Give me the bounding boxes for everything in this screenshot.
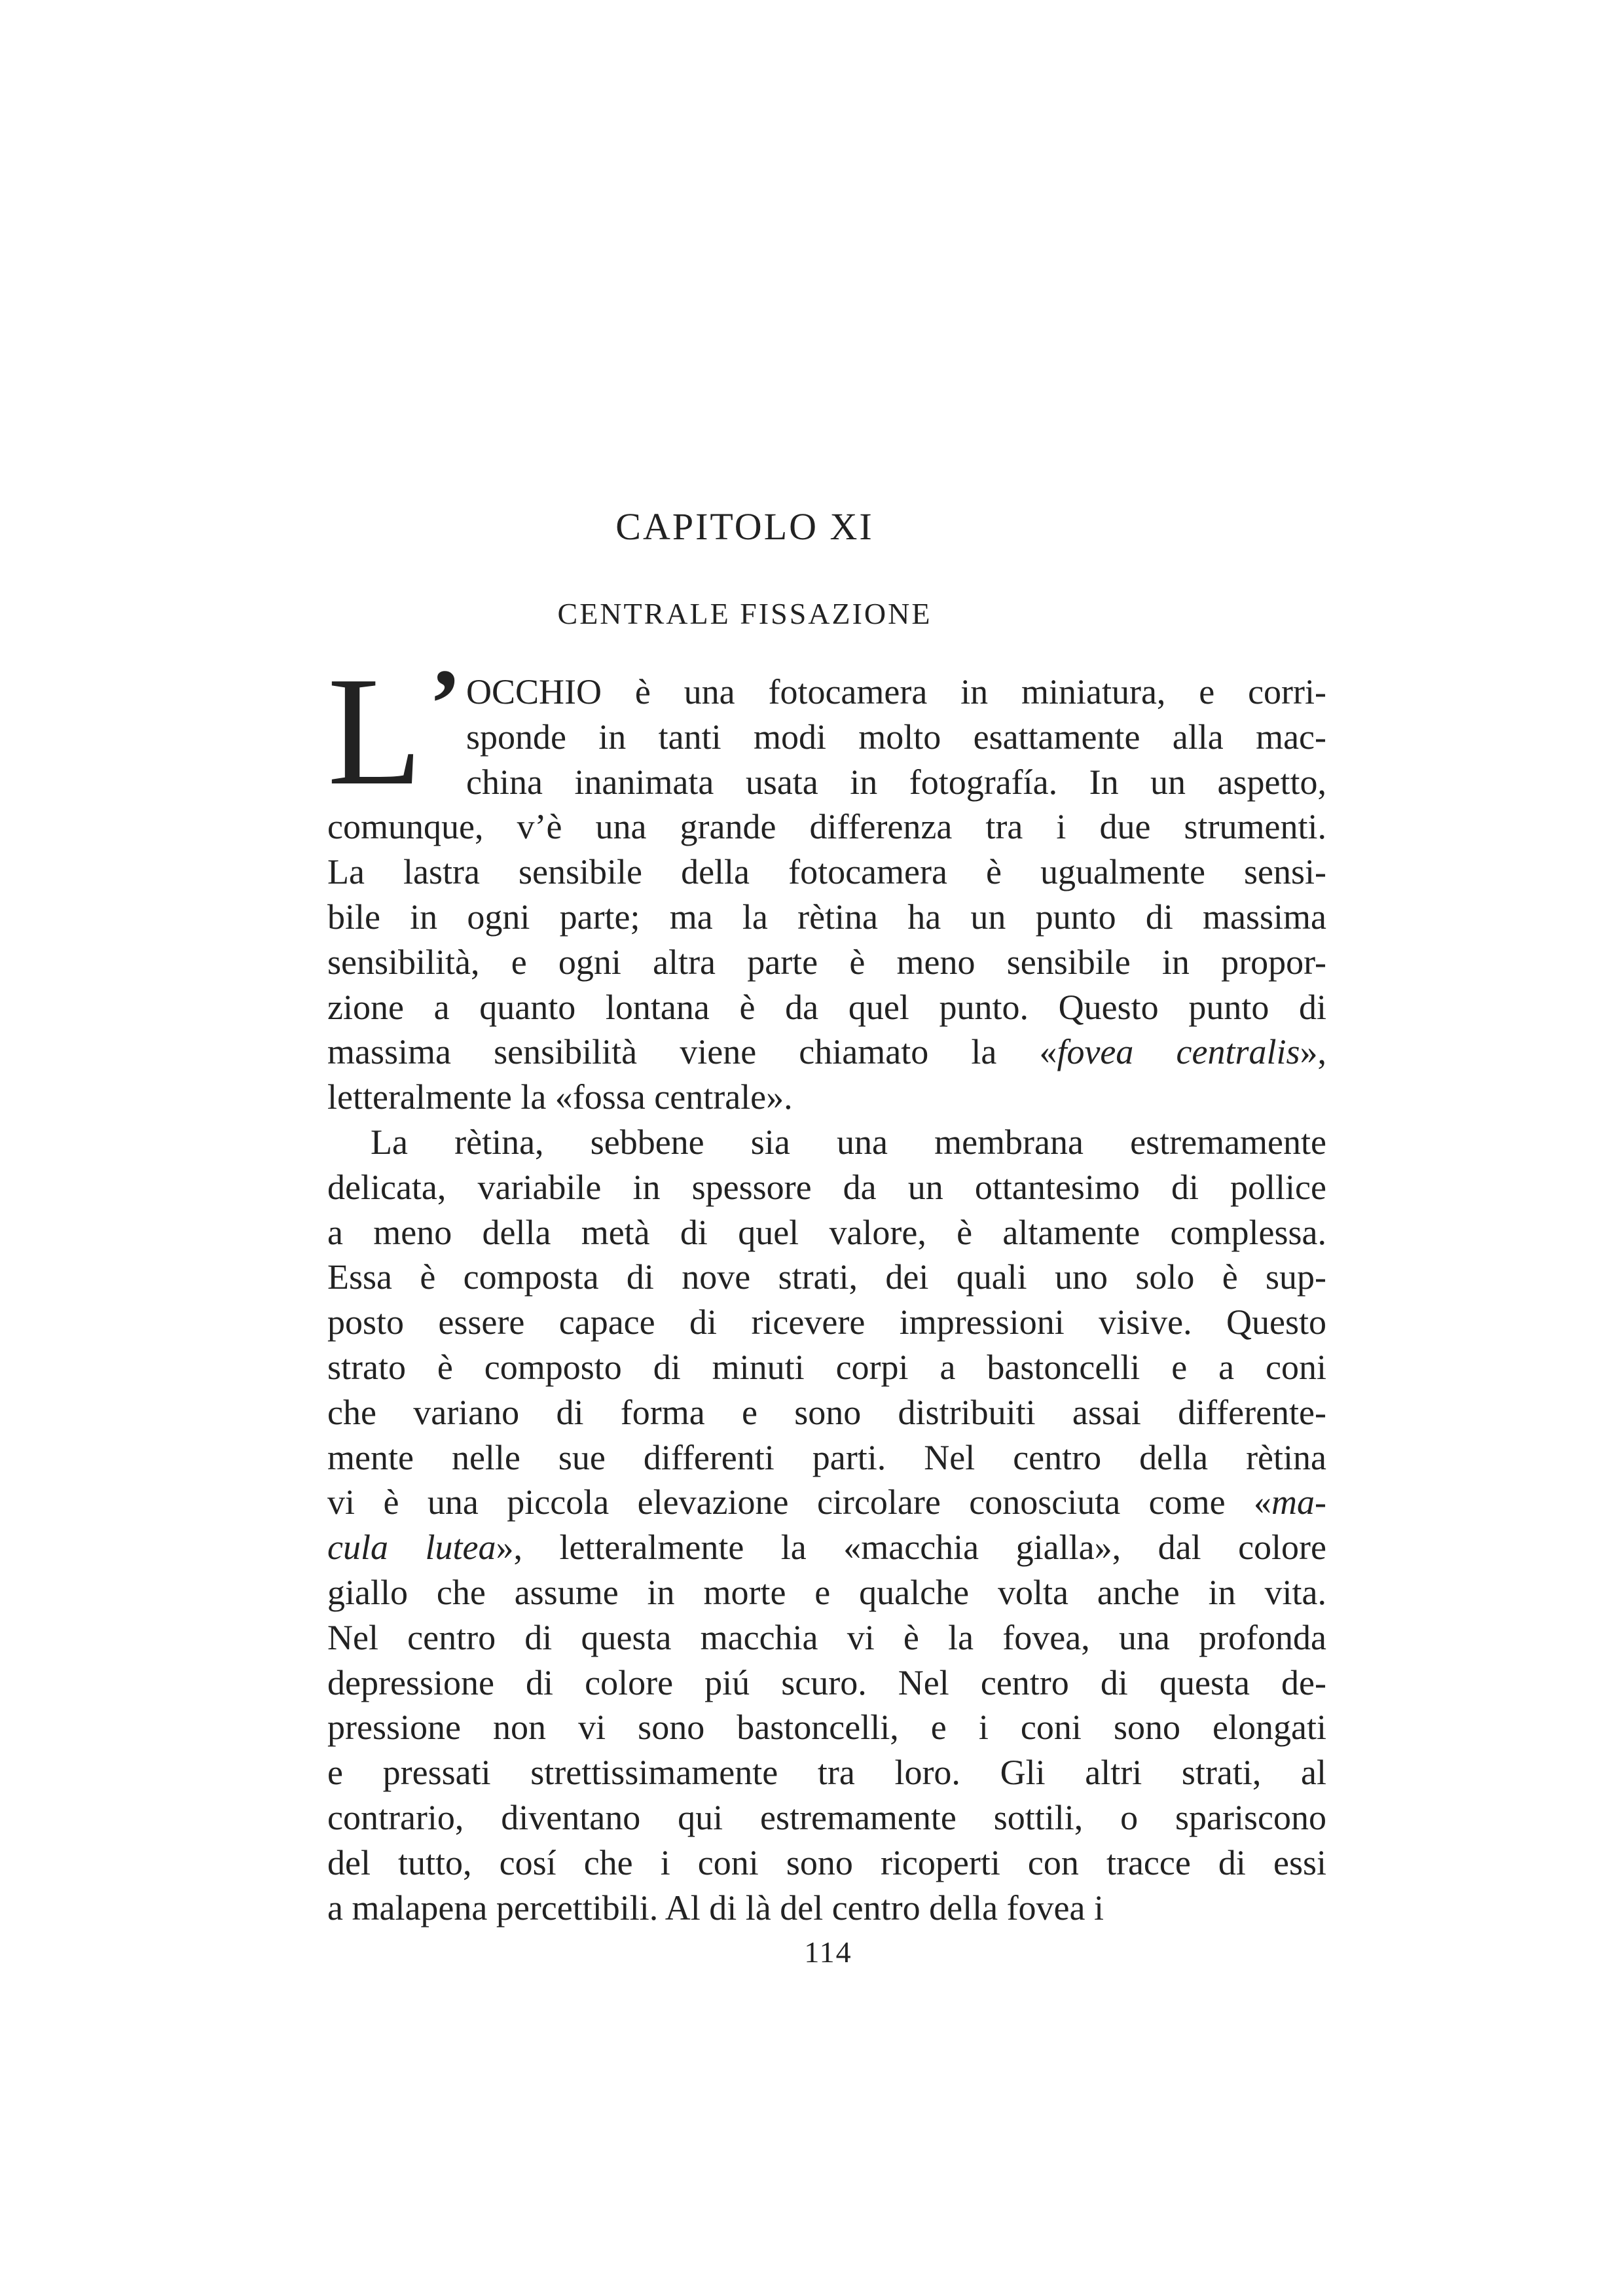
text-segment: Nel centro di questa macchia vi è la fovea, una profonda (327, 1617, 1326, 1657)
text-line (327, 1165, 1326, 1210)
text-segment: giallo che assume in morte e qualche volta anche in vita. (327, 1572, 1326, 1612)
text-line (327, 940, 1326, 985)
text-segment: », (1300, 1032, 1326, 1072)
text-segment: a malapena percettibili. Al di là del centro della fovea i (327, 1888, 1104, 1928)
text-line (327, 1660, 1326, 1706)
text-line (327, 1570, 1326, 1615)
text-line (327, 1300, 1326, 1345)
text-line (327, 1075, 1326, 1120)
text-line (327, 1615, 1326, 1660)
text-segment: sensibilità, e ogni altra parte è meno sensibile in propor- (327, 942, 1326, 982)
text-line (327, 1390, 1326, 1435)
text-line (327, 1705, 1326, 1750)
text-line (327, 895, 1326, 940)
text-line (327, 985, 1326, 1030)
text-segment: sponde in tanti modi molto esattamente alla mac- (466, 717, 1326, 757)
text-line (327, 1840, 1326, 1886)
text-segment: posto essere capace di ricevere impressioni visive. Questo (327, 1302, 1326, 1342)
text-line (327, 1795, 1326, 1840)
text-line (327, 1750, 1326, 1795)
text-segment: massima sensibilità viene chiamato la « (327, 1032, 1057, 1072)
text-segment: che variano di forma e sono distribuiti assai differente- (327, 1392, 1326, 1432)
page-number: 114 (804, 1935, 852, 1969)
text-line (327, 1886, 1326, 1931)
text-segment: », letteralmente la «macchia gialla», dal colore (496, 1528, 1326, 1568)
paragraph (327, 1120, 1326, 1930)
italic-term: fovea centralis (1057, 1032, 1300, 1072)
drop-cap-apostrophe: ’ (429, 649, 462, 758)
text-line (327, 1480, 1326, 1525)
text-segment: Essa è composta di nove strati, dei quali uno solo è sup- (327, 1257, 1326, 1297)
text-segment: zione a quanto lontana è da quel punto. Questo punto di (327, 987, 1326, 1027)
text-line (327, 670, 1326, 715)
text-line (327, 1525, 1326, 1570)
text-line (327, 1255, 1326, 1300)
text-segment: mente nelle sue differenti parti. Nel centro della rètina (327, 1437, 1326, 1477)
text-segment: strato è composto di minuti corpi a bastoncelli e a coni (327, 1347, 1326, 1387)
text-segment: OCCHIO è una fotocamera in miniatura, e corri- (466, 672, 1326, 711)
text-line (327, 760, 1326, 805)
chapter-subtitle: CENTRALE FISSAZIONE (557, 597, 932, 630)
text-segment: contrario, diventano qui estremamente sottili, o spariscono (327, 1797, 1326, 1837)
text-segment: del tutto, cosí che i coni sono ricoperti con tracce di essi (327, 1842, 1326, 1882)
text-segment: letteralmente la «fossa centrale». (327, 1077, 793, 1117)
text-segment: vi è una piccola elevazione circolare conosciuta come « (327, 1482, 1272, 1522)
text-segment: La lastra sensibile della fotocamera è ugualmente sensi- (327, 852, 1326, 892)
text-segment: bile in ogni parte; ma la rètina ha un punto di massima (327, 897, 1326, 937)
body-text (327, 670, 1326, 1930)
text-segment: La rètina, sebbene sia una membrana estremamente (371, 1122, 1326, 1162)
italic-term: ma- (1271, 1482, 1326, 1522)
text-line (327, 1345, 1326, 1390)
text-segment: a meno della metà di quel valore, è altamente complessa. (327, 1212, 1326, 1252)
text-line (327, 1435, 1326, 1480)
chapter-title: CAPITOLO XI (615, 505, 874, 548)
text-line (327, 850, 1326, 895)
text-segment: e pressati strettissimamente tra loro. Gli altri strati, al (327, 1753, 1326, 1793)
italic-term: cula lutea (327, 1528, 496, 1568)
text-line (327, 804, 1326, 850)
text-segment: delicata, variabile in spessore da un ottantesimo di pollice (327, 1167, 1326, 1207)
drop-cap: L (327, 645, 423, 817)
paragraph (327, 670, 1326, 1120)
text-segment: pressione non vi sono bastoncelli, e i coni sono elongati (327, 1708, 1326, 1748)
text-segment: comunque, v’è una grande differenza tra i due strumenti. (327, 807, 1326, 847)
text-line (327, 1210, 1326, 1255)
text-segment: depressione di colore piú scuro. Nel centro di questa de- (327, 1662, 1326, 1702)
text-line (327, 715, 1326, 760)
text-segment: china inanimata usata in fotografía. In un aspetto, (466, 762, 1326, 802)
text-line (327, 1120, 1326, 1165)
text-line (327, 1030, 1326, 1075)
